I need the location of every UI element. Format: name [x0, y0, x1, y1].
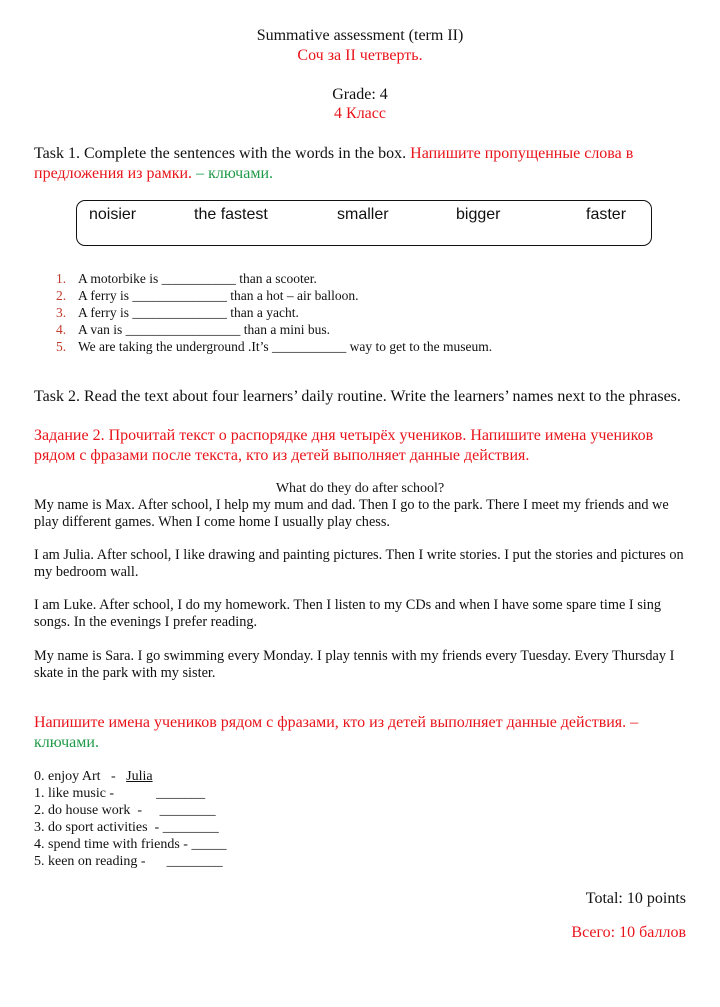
list-item: 1. A motorbike is ___________ than a scooter. — [56, 271, 317, 286]
example-answer: Julia — [126, 769, 153, 784]
instruction-keys: ключами. — [34, 734, 99, 751]
paragraph-max: My name is Max. After school, I help my mum and dad. Then I go to the park. There I meet my friends and we play different games. When I come home I usually play chess. — [34, 497, 669, 530]
answer-item: 3. do sport activities - ________ — [34, 820, 219, 835]
paragraph-julia: I am Julia. After school, I like drawing and painting pictures. Then I write stories. I put the stories and pictures on my bedroom wall. — [34, 547, 684, 580]
grade-ru: 4 Класс — [334, 105, 386, 122]
total-en: Total: 10 points — [585, 890, 686, 907]
word: smaller — [337, 206, 389, 223]
answer-blank[interactable]: _____ — [191, 837, 227, 852]
list-item: 2. A ferry is ______________ than a hot – air balloon. — [56, 288, 359, 303]
list-item: 4. A van is _________________ than a mini bus. — [56, 322, 330, 337]
paragraph-sara: My name is Sara. I go swimming every Monday. I play tennis with my friends every Tuesday. Every Thursday I skate in the park with my sister. — [34, 648, 675, 681]
title-ru: Соч за II четверть. — [297, 47, 423, 64]
task1-ru: Напишите пропущенные слова в предложения из рамки. — [34, 145, 634, 182]
answer-blank[interactable]: ________ — [166, 854, 223, 869]
answer-item: 5. keen on reading - ________ — [34, 854, 223, 869]
word: the fastest — [194, 206, 268, 223]
instruction — [34, 713, 694, 753]
word: noisier — [89, 206, 137, 223]
task2-heading-en: Task 2. Read the text about four learners’ daily routine. Write the learners’ names next to the phrases. — [34, 388, 681, 405]
sentence-list — [56, 270, 492, 355]
answer-item: 2. do house work - ________ — [34, 803, 216, 818]
total-ru: Всего: 10 баллов — [571, 924, 686, 941]
answer-item: 4. spend time with friends - _____ — [34, 837, 227, 852]
task2-heading-ru: Задание 2. Прочитай текст о распорядке дня четырёх учеников. Напишите имена учеников рядом с фразами после текста, кто из детей выполняет данные действия. — [34, 427, 654, 464]
answer-blank[interactable]: _______ — [156, 786, 206, 801]
answer-list — [34, 768, 226, 870]
list-item: 5. We are taking the underground .It’s ___________ way to get to the museum. — [56, 339, 493, 354]
word: bigger — [456, 206, 501, 223]
title-en: Summative assessment (term II) — [256, 27, 464, 44]
answer-item: 0. enjoy Art - Julia — [34, 769, 153, 784]
paragraph-luke: I am Luke. After school, I do my homework. Then I listen to my CDs and when I have some spare time I sing songs. In the evenings I prefer reading. — [34, 597, 662, 630]
answer-blank[interactable]: ________ — [159, 803, 216, 818]
task1-en: Task 1. Complete the sentences with the words in the box. — [34, 145, 407, 162]
task1-ru-keys: – ключами. — [196, 165, 273, 182]
word-box — [76, 200, 652, 246]
word: faster — [586, 206, 627, 223]
answer-item: 1. like music - _______ — [34, 786, 206, 801]
list-item: 3. A ferry is ______________ than a yacht. — [56, 305, 299, 320]
grade-en: Grade: 4 — [332, 86, 388, 103]
answer-blank[interactable]: ________ — [162, 820, 219, 835]
instruction-ru: Напишите имена учеников рядом с фразами, кто из детей выполняет данные действия. – — [34, 714, 639, 731]
text-title: What do they do after school? — [275, 481, 445, 496]
task1-heading — [34, 144, 694, 184]
